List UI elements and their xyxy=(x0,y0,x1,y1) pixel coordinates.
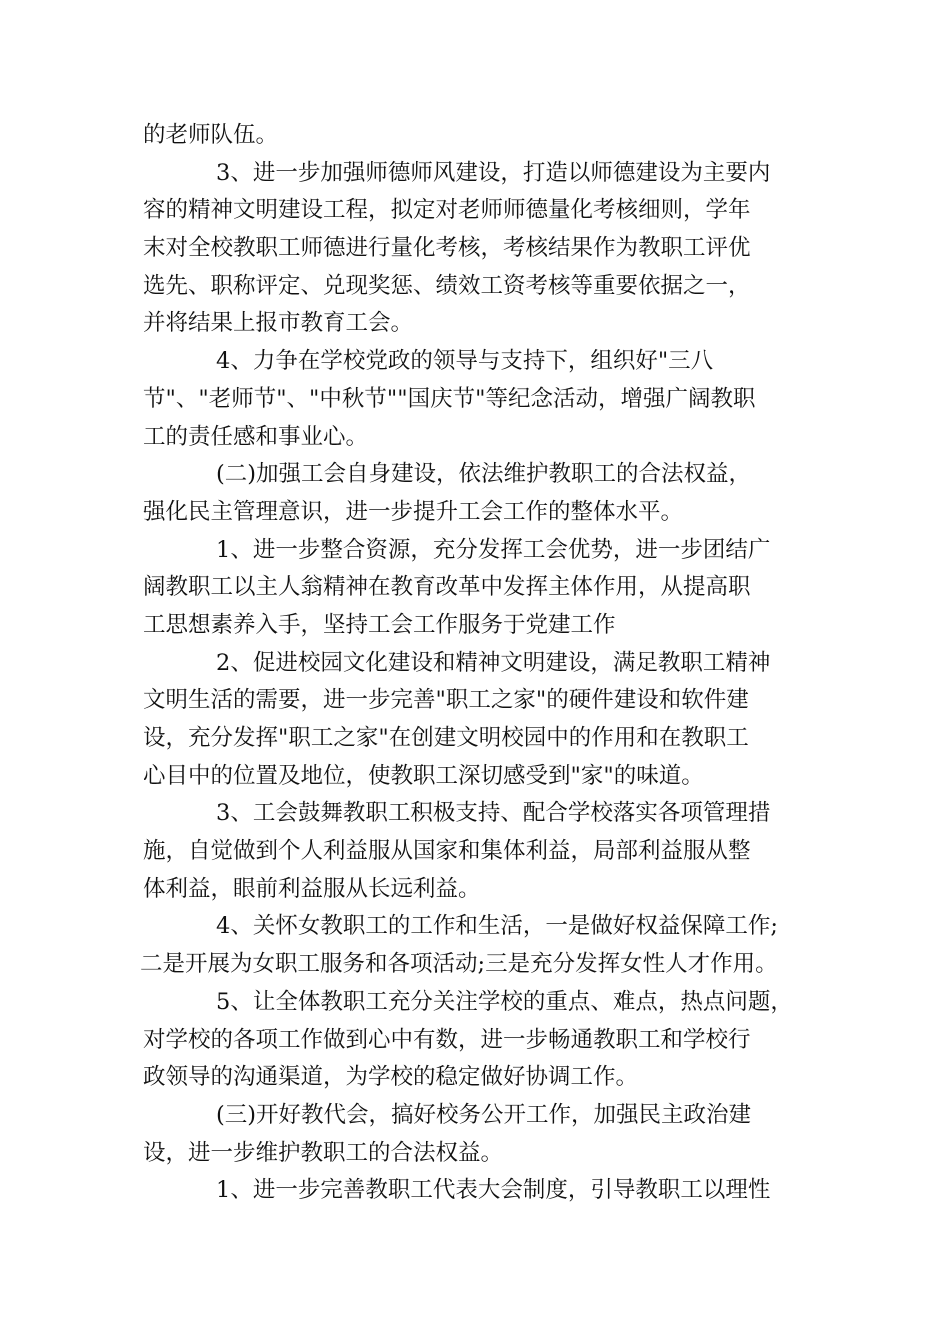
text-line: 节"、"老师节"、"中秋节""国庆节"等纪念活动，增强广阔教职 xyxy=(143,385,756,412)
text-line: 设，进一步维护教职工的合法权益。 xyxy=(143,1139,504,1166)
text-line: 施，自觉做到个人利益服从国家和集体利益，局部利益服从整 xyxy=(143,838,751,865)
text-line: 政领导的沟通渠道，为学校的稳定做好协调工作。 xyxy=(143,1064,639,1091)
text-line: 强化民主管理意识，进一步提升工会工作的整体水平。 xyxy=(143,498,684,525)
paragraph-item-4-events xyxy=(143,343,823,456)
paragraph-item-1-congress xyxy=(143,1172,823,1210)
paragraph-item-5-focus xyxy=(143,984,823,1097)
text-line: 5、让全体教职工充分关注学校的重点、难点，热点问题， xyxy=(216,988,793,1015)
section-heading-2 xyxy=(143,456,823,531)
text-line: 文明生活的需要，进一步完善"职工之家"的硬件建设和软件建 xyxy=(143,687,749,714)
text-line: 工思想素养入手，坚持工会工作服务于党建工作 xyxy=(143,611,616,638)
text-line: 二是开展为女职工服务和各项活动;三是充分发挥女性人才作用。 xyxy=(140,951,778,978)
paragraph-item-1-resources xyxy=(143,532,823,645)
text-line: (二)加强工会自身建设，依法维护教职工的合法权益， xyxy=(216,461,752,488)
text-line: 阔教职工以主人翁精神在教育改革中发挥主体作用，从提高职 xyxy=(143,574,751,601)
text-line: 设，充分发挥"职工之家"在创建文明校园中的作用和在教职工 xyxy=(143,725,749,751)
text-line: 3、进一步加强师德师风建设，打造以师德建设为主要内 xyxy=(216,159,771,186)
text-line: 并将结果上报市教育工会。 xyxy=(143,310,414,337)
section-heading-3 xyxy=(143,1097,823,1172)
text-line: 选先、职称评定、兑现奖惩、绩效工资考核等重要依据之一， xyxy=(143,272,751,299)
text-line: (三)开好教代会，搞好校务公开工作，加强民主政治建 xyxy=(216,1101,752,1128)
text-line: 4、力争在学校党政的领导与支持下，组织好"三八 xyxy=(216,348,714,375)
body-text xyxy=(140,117,823,1210)
text-line: 心目中的位置及地位，使教职工深切感受到"家"的味道。 xyxy=(143,762,704,789)
text-line: 的老师队伍。 xyxy=(143,122,279,148)
text-line: 工的责任感和事业心。 xyxy=(143,423,369,450)
text-line: 体利益，眼前利益服从长远利益。 xyxy=(143,875,481,902)
text-line: 2、促进校园文化建设和精神文明建设，满足教职工精神 xyxy=(216,649,771,676)
paragraph-continuation xyxy=(143,117,823,155)
text-line: 1、进一步整合资源，充分发挥工会优势，进一步团结广 xyxy=(216,536,771,563)
text-line: 末对全校教职工师德进行量化考核，考核结果作为教职工评优 xyxy=(143,235,751,262)
text-line: 对学校的各项工作做到心中有数，进一步畅通教职工和学校行 xyxy=(143,1026,751,1053)
paragraph-item-2-culture xyxy=(143,645,823,796)
text-line: 容的精神文明建设工程，拟定对老师师德量化考核细则，学年 xyxy=(143,197,751,224)
paragraph-item-4-women xyxy=(140,908,823,983)
text-line: 3、工会鼓舞教职工积极支持、配合学校落实各项管理措 xyxy=(216,800,771,827)
text-line: 1、进一步完善教职工代表大会制度，引导教职工以理性 xyxy=(216,1177,771,1204)
text-line: 4、关怀女教职工的工作和生活，一是做好权益保障工作; xyxy=(216,913,778,940)
paragraph-item-3-ethics xyxy=(143,155,823,343)
paragraph-item-3-support xyxy=(143,795,823,908)
